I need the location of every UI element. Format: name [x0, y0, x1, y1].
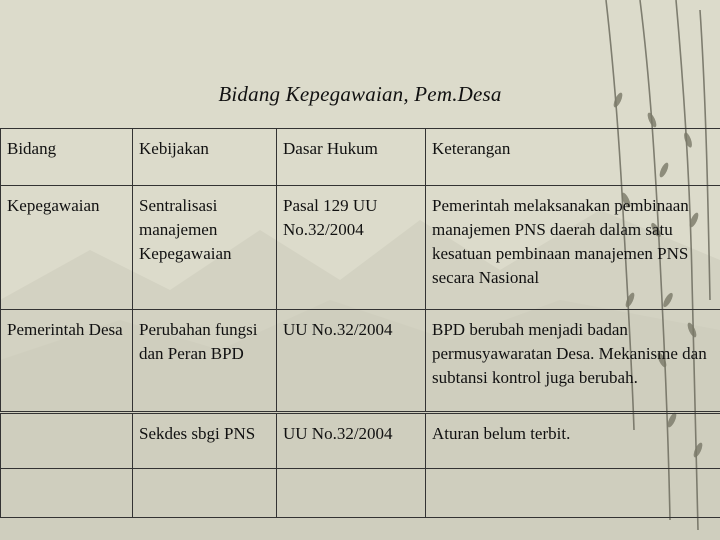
table-cell: UU No.32/2004 — [277, 413, 426, 469]
slide-title: Bidang Kepegawaian, Pem.Desa — [218, 82, 502, 106]
table-cell — [1, 413, 133, 469]
table-cell — [1, 469, 133, 518]
table-cell — [426, 469, 720, 518]
table-cell: Aturan belum terbit. — [426, 413, 720, 469]
table-cell — [133, 469, 277, 518]
table-cell: Kepegawaian — [1, 186, 133, 310]
header-cell-dasar-hukum: Dasar Hukum — [277, 129, 426, 186]
table-cell: Pemerintah melaksanakan pembinaan manajemen PNS daerah dalam satu kesatuan pembinaan manajemen PNS secara Nasional — [426, 186, 720, 310]
header-cell-kebijakan: Kebijakan — [133, 129, 277, 186]
table-header-row — [1, 129, 720, 186]
table-cell — [277, 469, 426, 518]
policy-table — [0, 128, 720, 517]
table-row — [1, 413, 720, 469]
table-row — [1, 310, 720, 413]
header-cell-keterangan: Keterangan — [426, 129, 720, 186]
table-cell: Sentralisasi manajemen Kepegawaian — [133, 186, 277, 310]
table-cell: UU No.32/2004 — [277, 310, 426, 413]
table-row — [1, 469, 720, 518]
header-cell-bidang: Bidang — [1, 129, 133, 186]
table-cell: BPD berubah menjadi badan permusyawaratan Desa. Mekanisme dan subtansi kontrol juga berubah. — [426, 310, 720, 413]
table-cell: Sekdes sbgi PNS — [133, 413, 277, 469]
table-cell: Pasal 129 UU No.32/2004 — [277, 186, 426, 310]
table-cell: Perubahan fungsi dan Peran BPD — [133, 310, 277, 413]
table-cell: Pemerintah Desa — [1, 310, 133, 413]
table-row — [1, 186, 720, 310]
